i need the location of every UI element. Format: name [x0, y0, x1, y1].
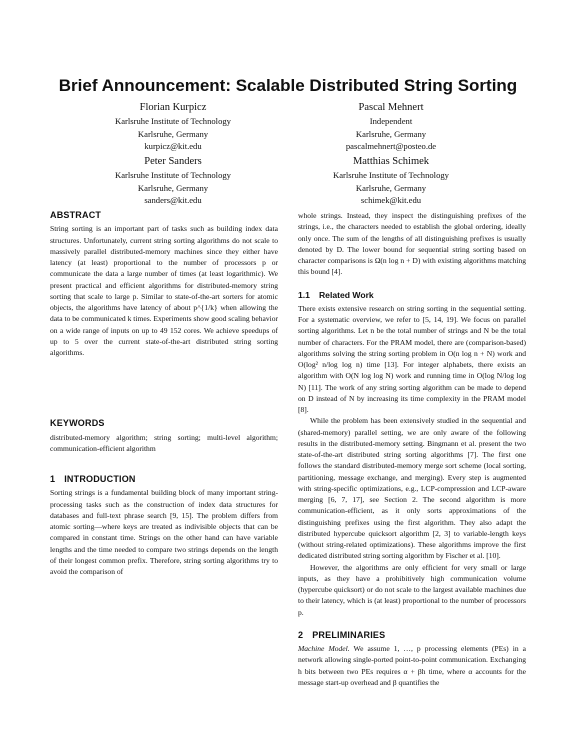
section-heading-preliminaries: [298, 630, 526, 641]
author-email: schimek@kit.edu: [360, 195, 422, 205]
paragraph-label: Machine Model.: [298, 644, 350, 653]
author-affiliation: Karlsruhe Institute of Technology: [333, 170, 449, 180]
author-block: [286, 155, 496, 207]
related-paragraph-1: There exists extensive research on string sorting in the sequential setting. For a systematic overview, we refer to [5, 14, 19]. We focus on parallel sorting algorithms. Let n be the total number of strings and N be the total number of characters. For the PRAM model, there are (comparison-based) algorithms solving the string sorting problem in O(n log n + N) work and O(log² n/log log n) time [13]. For integer alphabets, there exists an algorithm with O(N log log N) work and running time in O(log N/log log N) [11]. The work of any string sorting algorithm can be made to depend on D instead of N by increasing its time complexity in the PRAM model [8].: [298, 303, 526, 414]
continued-text: whole strings. Instead, they inspect the distinguishing prefixes of the strings, i.e., the characters needed to establish the global ordering, ideally only once. The sum of the lengths of all distinguishing prefixes is usually denoted by D. The lower bound for sequential string sorting based on character comparisons is Ω(n log n + D) with existing algorithms matching this bound [4].: [298, 211, 526, 277]
keywords-text: distributed-memory algorithm; string sorting; multi-level algorithm; communication-efficient algorithm: [50, 432, 278, 453]
left-column: [50, 210, 278, 577]
section-title: PRELIMINARIES: [312, 629, 386, 640]
subsection-number: 1.1: [298, 289, 310, 300]
author-email: pascalmehnert@posteo.de: [345, 141, 437, 151]
author-location: Karlsruhe, Germany: [137, 182, 209, 193]
related-paragraph-3: However, the algorithms are only efficient for very small or large inputs, as they have a prohibitively high communication volume (hypercube quicksort) or do not scale to the largest available machines due to their latency, which is (at least) proportional to the number of processors p.: [298, 562, 526, 617]
section-title: INTRODUCTION: [64, 474, 136, 484]
author-location: Karlsruhe, Germany: [137, 128, 209, 139]
intro-text: Sorting strings is a fundamental building block of many important string-processing tasks such as the construction of index data structures for databases and full-text phrase search [9, 15]. The problem differs from atomic sorting—where keys are treated as indivisible objects that can be compared in constant time. Strings on the other hand can have variable lengths and the time needed to compare two strings depends on the length of their longest common prefix. Therefore, string sorting algorithms try to avoid the comparison of: [50, 488, 278, 576]
author-affiliation: Karlsruhe Institute of Technology: [115, 170, 231, 180]
section-heading-introduction: [50, 474, 278, 485]
paper-title: Brief Announcement: Scalable Distributed String Sorting: [58, 76, 518, 95]
author-block: [286, 101, 496, 153]
author-email: kurpicz@kit.edu: [144, 141, 202, 151]
related-paragraph-2: While the problem has been extensively studied in the sequential and (shared-memory) parallel setting, we are only aware of the following results in the distributed-memory setting. Bingmann et al. present the two state-of-the-art distributed string sorting algorithms [7]. The first one follows the standard distributed-memory merge sort scheme (local sorting, partitioning, message exchange, and merging). Every step is augmented with string-specific optimizations, e.g., LCP-compression and LCP-aware merging [6, 7, 17], see Section 2. The second algorithm is more communication-efficient, as it only sorts approximations of the distinguishing prefixes using the first algorithm. They also adapt the distributed hypercube quicksort algorithm [2, 3] to variable-length keys (without string-related optimizations). These algorithms improve the first dedicated distributed string sorting algorithm by Fischer et al. [10].: [298, 416, 526, 561]
subsection-heading-related-work: [298, 290, 526, 301]
author-email: sanders@kit.edu: [144, 195, 202, 205]
author-name: Matthias Schimek: [352, 156, 430, 167]
author-name: Pascal Mehnert: [358, 102, 424, 113]
section-number: 2: [298, 629, 304, 640]
right-column: [298, 210, 526, 688]
preliminaries-text: [298, 643, 526, 688]
subsection-title: Related Work: [318, 289, 374, 300]
author-name: Florian Kurpicz: [139, 102, 207, 113]
author-affiliation: Independent: [369, 116, 413, 126]
abstract-text: String sorting is an important part of tasks such as building index data structures. Unfortunately, current string sorting algorithms do not scale to massively parallel distributed-memory machines since they either have latency (at least) proportional to the number of processors p or communicate the data a large number of times (at least logarithmic). We present practical and efficient algorithms for distributed-memory string sorting that scale to large p. Similar to state-of-the-art sorters for atomic objects, the algorithms have latency of about p^{1/k} when allowing the data to be communicated k times. Experiments show good scaling behavior on a wide range of inputs on up to 49 152 cores. We achieve speedups of up to 5 over the current state-of-the-art distributed string sorting algorithms.: [50, 224, 278, 357]
keywords-heading: KEYWORDS: [50, 418, 105, 429]
author-name: Peter Sanders: [144, 156, 202, 167]
author-affiliation: Karlsruhe Institute of Technology: [115, 116, 231, 126]
author-location: Karlsruhe, Germany: [355, 128, 427, 139]
section-number: 1: [50, 474, 56, 484]
author-block: [68, 101, 278, 153]
machine-model-text: We assume 1, …, p processing elements (PEs) in a network allowing single-ported point-to-point communication. Exchanging h bits between two PEs requires α + βh time, where α accounts for the message start-up overhead and β quantifies the: [298, 644, 526, 687]
author-location: Karlsruhe, Germany: [355, 182, 427, 193]
abstract-heading: ABSTRACT: [50, 210, 102, 220]
author-block: [68, 155, 278, 207]
